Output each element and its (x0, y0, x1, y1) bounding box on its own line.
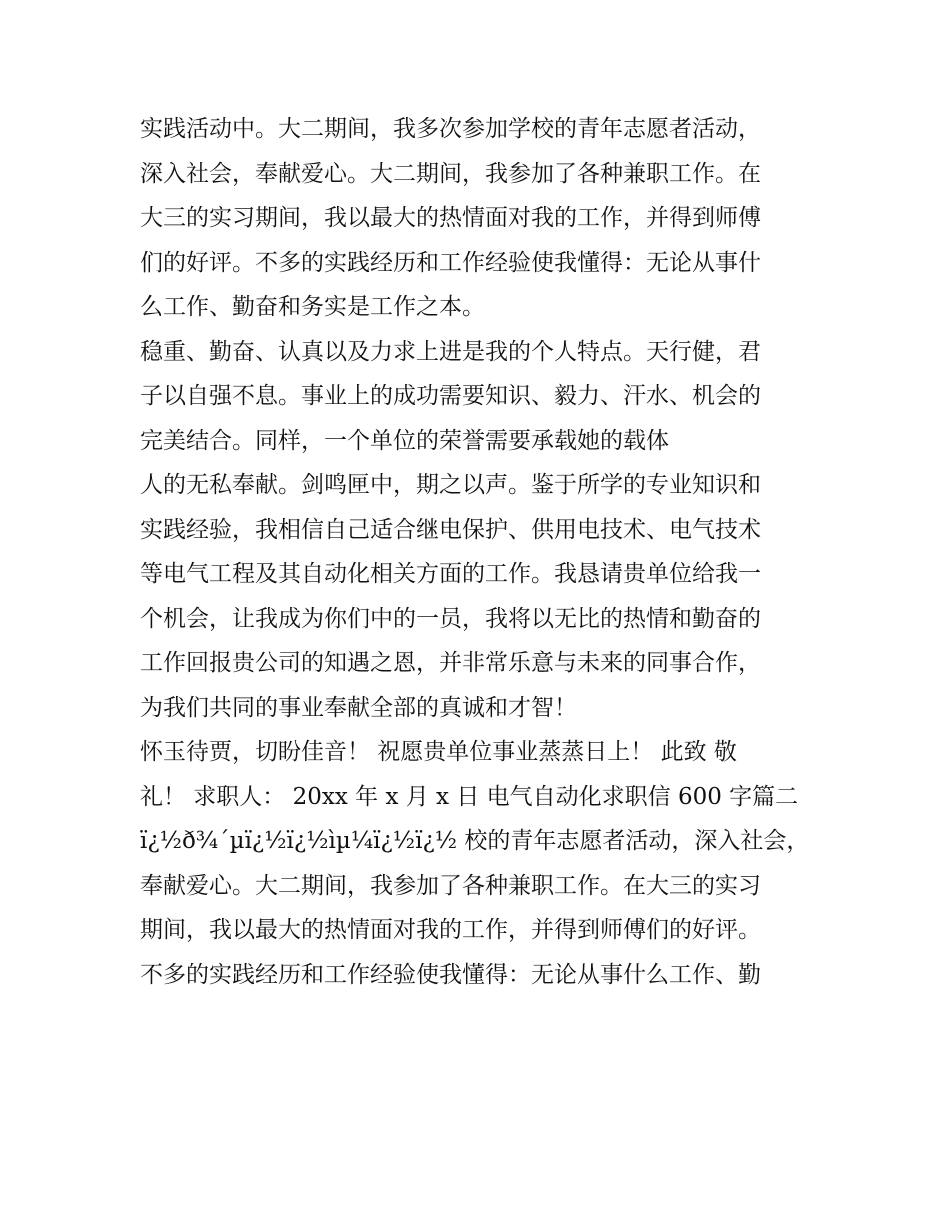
text-line: 们的好评。不多的实践经历和工作经验使我懂得：无论从事什 (140, 249, 761, 276)
body-text (140, 107, 830, 997)
text-line: 期间，我以最大的热情面对我的工作，并得到师傅们的好评。 (140, 917, 761, 943)
text-line: ï¿½ð¾´µï¿½ï¿½ìµ¼ï¿½ï¿½ 校的青年志愿者活动，深入社会， (140, 828, 810, 854)
text-line: 大三的实习期间，我以最大的热情面对我的工作，并得到师傅 (140, 205, 761, 231)
text-line: 工作回报贵公司的知遇之恩，并非常乐意与未来的同事合作， (140, 650, 761, 676)
text-line: 等电气工程及其自动化相关方面的工作。我恳请贵单位给我一 (140, 561, 761, 587)
text-line: 怀玉待贾，切盼佳音！ 祝愿贵单位事业蒸蒸日上！ 此致 敬 (140, 739, 737, 765)
text-line: 深入社会，奉献爱心。大二期间，我参加了各种兼职工作。在 (140, 160, 761, 187)
text-line: 不多的实践经历和工作经验使我懂得：无论从事什么工作、勤 (140, 961, 761, 988)
text-line: 稳重、勤奋、认真以及力求上进是我的个人特点。天行健，君 (140, 338, 761, 365)
text-line: 完美结合。同样，一个单位的荣誉需要承载她的载体 (140, 427, 669, 454)
text-line: 么工作、勤奋和务实是工作之本。 (140, 294, 485, 320)
text-line: 奉献爱心。大二期间，我参加了各种兼职工作。在大三的实习 (140, 872, 761, 899)
text-line: 个机会，让我成为你们中的一员，我将以无比的热情和勤奋的 (140, 605, 761, 632)
text-line: 实践经验，我相信自己适合继电保护、供用电技术、电气技术 (140, 516, 761, 543)
text-line: 人的无私奉献。剑鸣匣中，期之以声。鉴于所学的专业知识和 (140, 472, 761, 498)
text-line: 实践活动中。大二期间，我多次参加学校的青年志愿者活动， (140, 116, 761, 142)
text-line: 礼！ 求职人： 20xx 年 x 月 x 日 电气自动化求职信 600 字篇二 (140, 783, 799, 810)
text-line: 为我们共同的事业奉献全部的真诚和才智！ (140, 694, 577, 721)
text-line: 子以自强不息。事业上的成功需要知识、毅力、汗水、机会的 (140, 383, 761, 409)
